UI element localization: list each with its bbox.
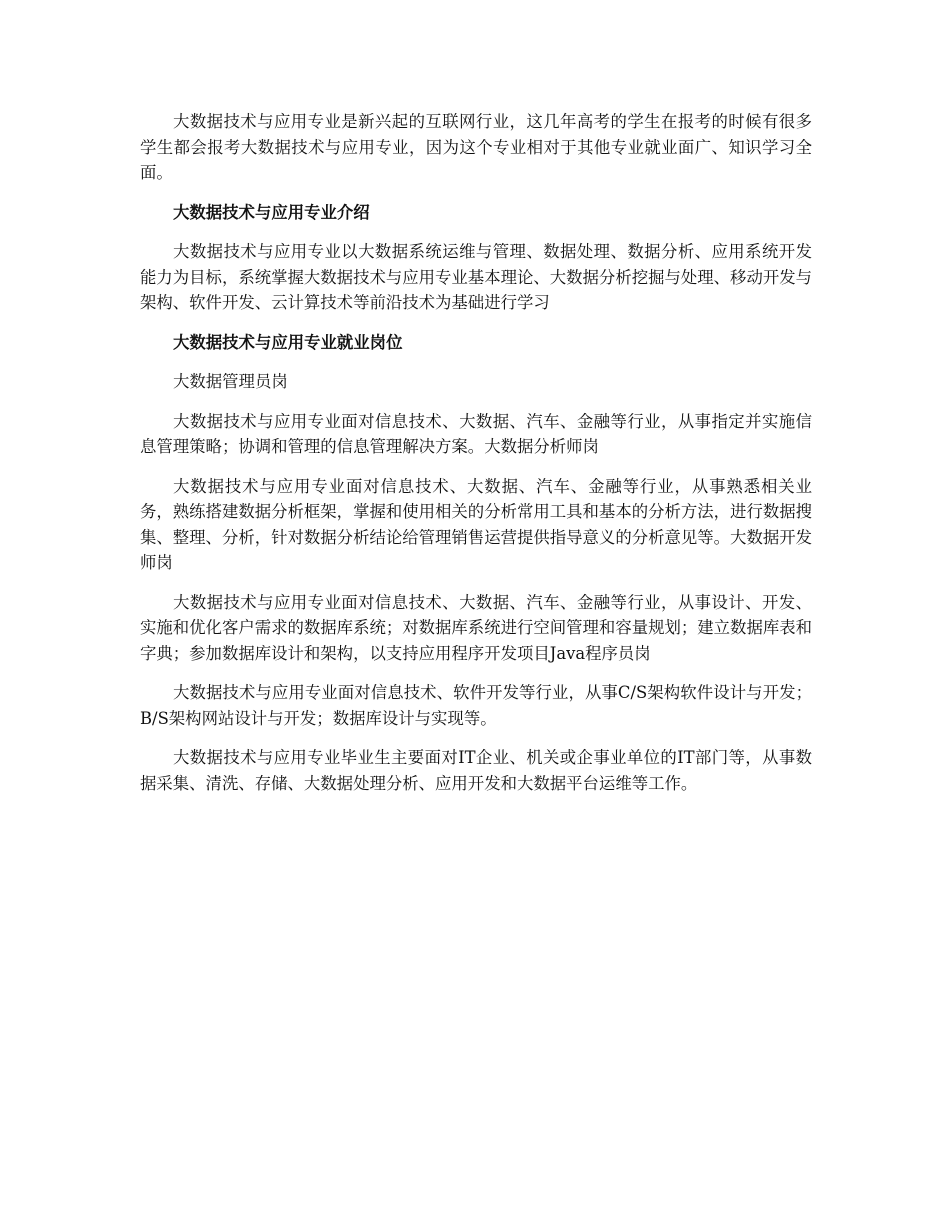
document-body — [140, 109, 812, 810]
job-admin-paragraph: 大数据技术与应用专业面对信息技术、大数据、汽车、金融等行业，从事指定并实施信息管理策略；协调和管理的信息管理解决方案。大数据分析师岗 — [140, 411, 812, 456]
graduates-paragraph: 大数据技术与应用专业毕业生主要面对IT企业、机关或企事业单位的IT部门等，从事数据采集、清洗、存储、大数据处理分析、应用开发和大数据平台运维等工作。 — [140, 748, 812, 793]
job-developer-paragraph: 大数据技术与应用专业面对信息技术、大数据、汽车、金融等行业，从事设计、开发、实施和优化客户需求的数据库系统；对数据库系统进行空间管理和容量规划；建立数据库表和字典；参加数据库设计和架构，以支持应用程序开发项目Java程序员岗 — [140, 592, 813, 663]
job-java-paragraph: 大数据技术与应用专业面对信息技术、软件开发等行业，从事C/S架构软件设计与开发；B/S架构网站设计与开发；数据库设计与实现等。 — [140, 683, 812, 728]
section-heading-introduction: 大数据技术与应用专业介绍 — [173, 202, 370, 222]
intro-paragraph: 大数据技术与应用专业是新兴起的互联网行业，这几年高考的学生在报考的时候有很多学生都会报考大数据技术与应用专业，因为这个专业相对于其他专业就业面广、知识学习全面。 — [140, 112, 812, 182]
introduction-paragraph: 大数据技术与应用专业以大数据系统运维与管理、数据处理、数据分析、应用系统开发能力为目标，系统掌握大数据技术与应用专业基本理论、大数据分析挖掘与处理、移动开发与架构、软件开发、云计算技术等前沿技术为基础进行学习 — [140, 242, 813, 312]
job-analyst-paragraph: 大数据技术与应用专业面对信息技术、大数据、汽车、金融等行业，从事熟悉相关业务，熟练搭建数据分析框架，掌握和使用相关的分析常用工具和基本的分析方法，进行数据搜集、整理、分析，针对数据分析结论给管理销售运营提供指导意义的分析意见等。大数据开发师岗 — [140, 476, 813, 572]
job-title-admin: 大数据管理员岗 — [173, 372, 288, 391]
section-heading-jobs: 大数据技术与应用专业就业岗位 — [173, 332, 403, 352]
